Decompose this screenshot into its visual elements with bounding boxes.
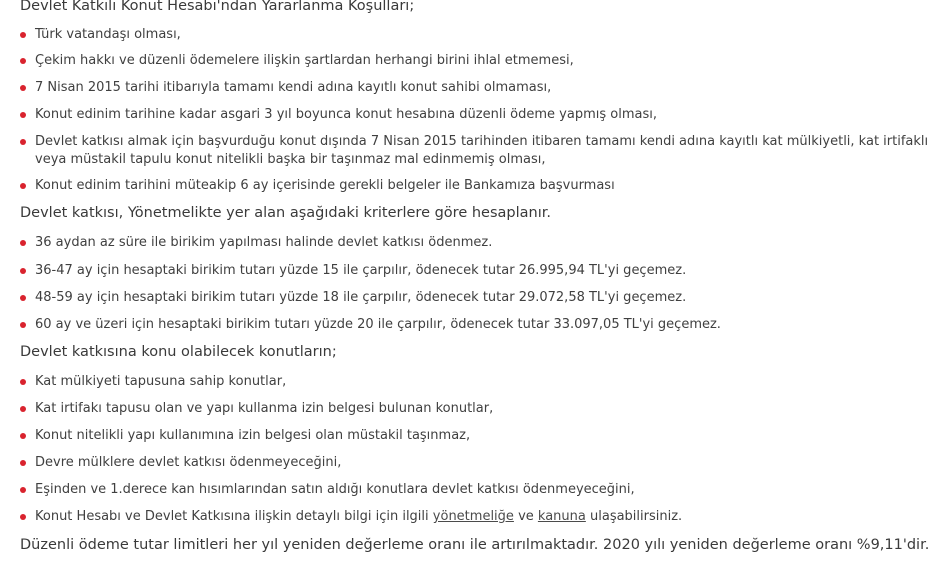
list-item-text: 36-47 ay için hesaptaki birikim tutarı yüzde 15 ile çarpılır, ödenecek tutar 26.995,94 TL'yi geçemez. (35, 263, 687, 278)
bullet-icon (20, 322, 26, 328)
list-item (20, 427, 932, 445)
list-item (20, 26, 932, 44)
revaluation-note: Düzenli ödeme tutar limitleri her yıl yeniden değerleme oranı ile artırılmaktadır. 2020 yılı yeniden değerleme oranı %9,11'dir. (20, 537, 930, 553)
list-item-text: Eşinden ve 1.derece kan hısımlarından satın aldığı konutlara devlet katkısı ödenmeyeceğini, (35, 482, 635, 497)
list-item-text (35, 508, 932, 526)
list-item-text: 48-59 ay için hesaptaki birikim tutarı yüzde 18 ile çarpılır, ödenecek tutar 29.072,58 TL'yi geçemez. (35, 290, 687, 305)
list-item (20, 106, 932, 124)
info-suffix: ulaşabilirsiniz. (590, 509, 683, 524)
section2-heading: Devlet katkısı, Yönetmelikte yer alan aşağıdaki kriterlere göre hesaplanır. (20, 205, 551, 221)
list-item (20, 79, 932, 97)
bullet-icon (20, 183, 26, 189)
list-item (20, 262, 932, 280)
list-item (20, 177, 932, 195)
regulation-link[interactable]: yönetmeliğe (432, 509, 514, 524)
bullet-icon (20, 295, 26, 301)
list-item-text: 7 Nisan 2015 tarihi itibarıyla tamamı kendi adına kayıtlı konut sahibi olmaması, (35, 80, 552, 95)
bullet-icon (20, 433, 26, 439)
list-item (20, 508, 932, 526)
list-item-text: 36 aydan az süre ile birikim yapılması halinde devlet katkısı ödenmez. (35, 235, 493, 250)
list-item-text: Türk vatandaşı olması, (35, 27, 181, 42)
bullet-icon (20, 514, 26, 520)
bullet-icon (20, 32, 26, 38)
info-middle: ve (518, 509, 534, 524)
list-item (20, 234, 932, 252)
section3-heading: Devlet katkısına konu olabilecek konutların; (20, 344, 337, 360)
list-item-text: Devre mülklere devlet katkısı ödenmeyeceğini, (35, 455, 342, 470)
list-item (20, 52, 932, 70)
list-item-text: 60 ay ve üzeri için hesaptaki birikim tutarı yüzde 20 ile çarpılır, ödenecek tutar 33.097,05 TL'yi geçemez. (35, 317, 721, 332)
list-item-text: Konut edinim tarihine kadar asgari 3 yıl boyunca konut hesabına düzenli ödeme yapmış olması, (35, 107, 657, 122)
bullet-icon (20, 58, 26, 64)
info-prefix: Konut Hesabı ve Devlet Katkısına ilişkin detaylı bilgi için ilgili (35, 509, 429, 524)
list-item-text: Kat mülkiyeti tapusuna sahip konutlar, (35, 374, 287, 389)
bullet-icon (20, 487, 26, 493)
list-item (20, 289, 932, 307)
bullet-icon (20, 85, 26, 91)
list-item (20, 481, 932, 499)
list-item (20, 133, 932, 169)
list-item (20, 373, 932, 391)
bullet-icon (20, 406, 26, 412)
list-item (20, 454, 932, 472)
bullet-icon (20, 240, 26, 246)
list-item-text: Çekim hakkı ve düzenli ödemelere ilişkin şartlardan herhangi birini ihlal etmemesi, (35, 53, 574, 68)
list-item (20, 400, 932, 418)
bullet-icon (20, 139, 26, 145)
list-item-text: Devlet katkısı almak için başvurduğu konut dışında 7 Nisan 2015 tarihinden itibaren tamamı kendi adına kayıtlı kat mülkiyetli, kat irtifaklı veya müstakil tapulu konut nitelikli başka bir taşınmaz mal edinmemiş olması, (35, 134, 929, 167)
section1-heading: Devlet Katkılı Konut Hesabı'ndan Yararlanma Koşulları; (20, 0, 415, 14)
list-item (20, 316, 932, 334)
law-link[interactable]: kanuna (537, 509, 586, 524)
list-item-text: Konut nitelikli yapı kullanımına izin belgesi olan müstakil taşınmaz, (35, 428, 471, 443)
list-item-text: Konut edinim tarihini müteakip 6 ay içerisinde gerekli belgeler ile Bankamıza başvurması (35, 178, 615, 193)
list-item-text: Kat irtifakı tapusu olan ve yapı kullanma izin belgesi bulunan konutlar, (35, 401, 494, 416)
bullet-icon (20, 379, 26, 385)
bullet-icon (20, 112, 26, 118)
bullet-icon (20, 460, 26, 466)
bullet-icon (20, 268, 26, 274)
